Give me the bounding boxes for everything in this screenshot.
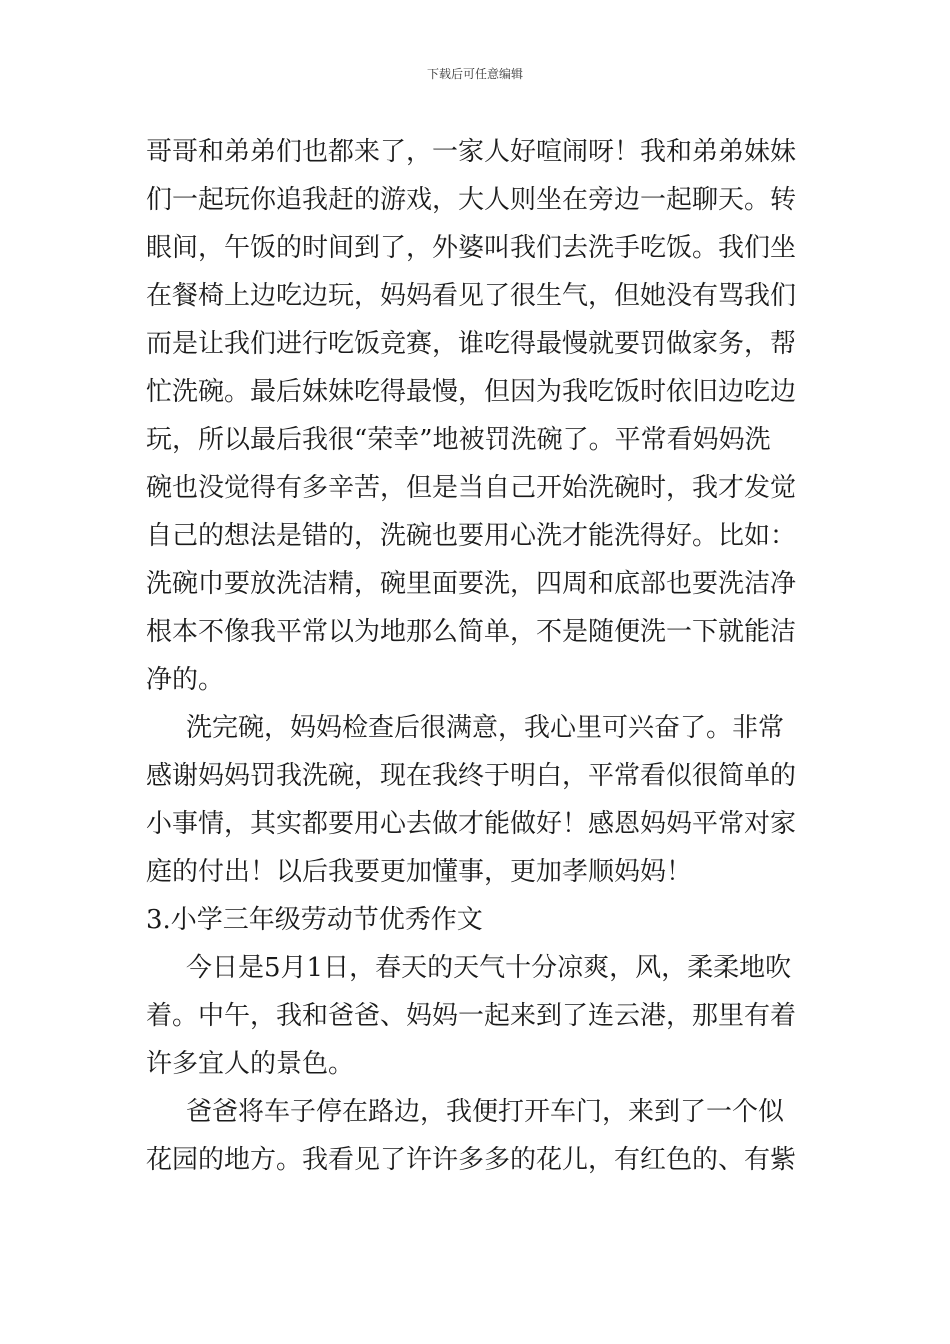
- text-line: 花园的地方。我看见了许许多多的花儿，有红色的、有紫: [146, 1145, 797, 1175]
- page-header: 下载后可任意编辑: [426, 67, 523, 81]
- section-heading: 3.小学三年级劳动节优秀作文: [146, 905, 483, 935]
- text-line: 哥哥和弟弟们也都来了，一家人好喧闹呀！我和弟弟妹妹: [146, 137, 797, 167]
- text-line: 玩，所以最后我很“荣幸”地被罚洗碗了。平常看妈妈洗: [146, 425, 771, 455]
- text-line: 感谢妈妈罚我洗碗，现在我终于明白，平常看似很简单的: [146, 761, 797, 791]
- text-line: 而是让我们进行吃饭竞赛，谁吃得最慢就要罚做家务，帮: [146, 329, 797, 359]
- text-line: 洗碗巾要放洗洁精，碗里面要洗，四周和底部也要洗洁净: [146, 569, 797, 599]
- text-line: 碗也没觉得有多辛苦，但是当自己开始洗碗时，我才发觉: [146, 473, 797, 503]
- paragraph-start-line: 今日是5月1日，春天的天气十分凉爽，风，柔柔地吹: [186, 953, 792, 983]
- text-line: 着。中午，我和爸爸、妈妈一起来到了连云港，那里有着: [146, 1001, 797, 1031]
- text-line: 自己的想法是错的，洗碗也要用心洗才能洗得好。比如：: [146, 521, 797, 551]
- text-line: 在餐椅上边吃边玩，妈妈看见了很生气，但她没有骂我们: [146, 281, 797, 311]
- text-line: 眼间，午饭的时间到了，外婆叫我们去洗手吃饭。我们坐: [146, 233, 797, 263]
- document-body: [146, 128, 806, 1184]
- paragraph-start-line: 爸爸将车子停在路边，我便打开车门，来到了一个似: [186, 1097, 785, 1127]
- text-line: 许多宜人的景色。: [146, 1049, 355, 1079]
- text-line: 们一起玩你追我赶的游戏，大人则坐在旁边一起聊天。转: [146, 185, 797, 215]
- text-line: 庭的付出！以后我要更加懂事，更加孝顺妈妈！: [146, 857, 693, 887]
- text-line: 净的。: [146, 665, 225, 695]
- text-line: 小事情，其实都要用心去做才能做好！感恩妈妈平常对家: [146, 809, 797, 839]
- text-line: 根本不像我平常以为地那么简单，不是随便洗一下就能洁: [146, 617, 797, 647]
- text-line: 忙洗碗。最后妹妹吃得最慢，但因为我吃饭时依旧边吃边: [146, 377, 797, 407]
- paragraph-start-line: 洗完碗，妈妈检查后很满意，我心里可兴奋了。非常: [186, 713, 785, 743]
